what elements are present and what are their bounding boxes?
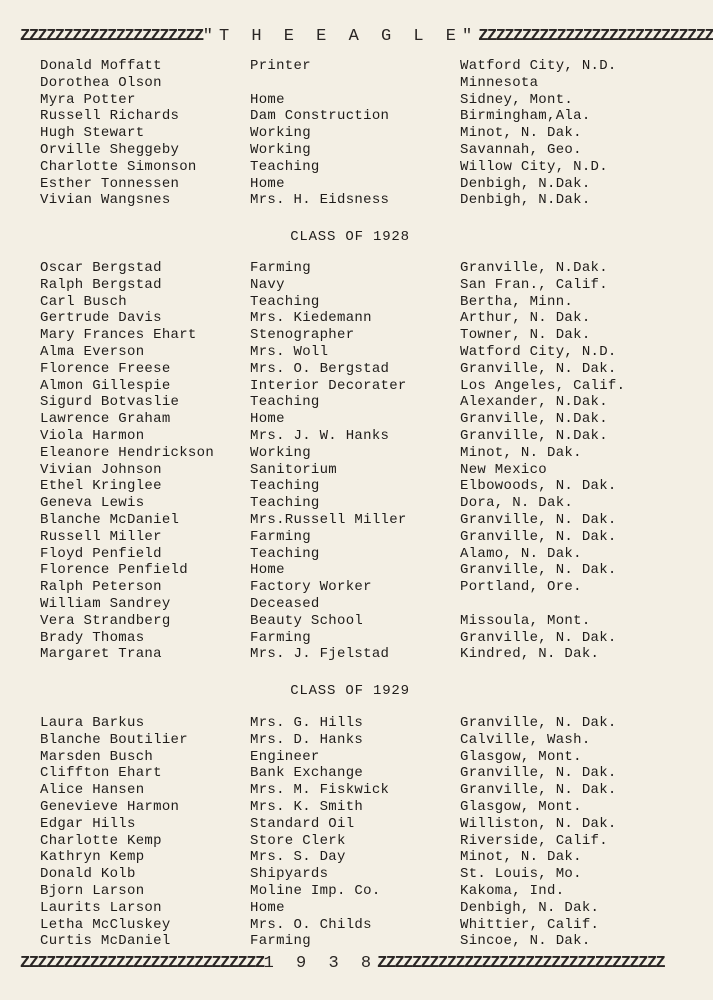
- alumni-row: [0, 344, 700, 361]
- alumni-occupation: Teaching: [250, 495, 320, 512]
- alumni-name: Charlotte Kemp: [40, 832, 162, 849]
- alumni-occupation: Beauty School: [250, 612, 364, 629]
- alumni-name: Esther Tonnessen: [40, 175, 180, 192]
- alumni-row: [0, 646, 700, 663]
- alumni-row: [0, 596, 700, 613]
- alumni-row: [0, 512, 700, 529]
- alumni-location: Whittier, Calif.: [460, 916, 600, 933]
- alumni-row: [0, 58, 700, 75]
- alumni-row: [0, 192, 700, 209]
- alumni-row: [0, 866, 700, 883]
- alumni-occupation: Farming: [250, 528, 311, 545]
- alumni-occupation: Teaching: [250, 293, 320, 310]
- alumni-row: [0, 361, 700, 378]
- alumni-location: Missoula, Mont.: [460, 612, 591, 629]
- alumni-name: Charlotte Simonson: [40, 158, 197, 175]
- alumni-row: [0, 478, 700, 495]
- alumni-location: Los Angeles, Calif.: [460, 377, 626, 394]
- alumni-name: Vera Strandberg: [40, 612, 171, 629]
- alumni-name: Bjorn Larson: [40, 882, 145, 899]
- alumni-location: Portland, Ore.: [460, 579, 582, 596]
- alumni-row: [0, 176, 700, 193]
- alumni-name: Hugh Stewart: [40, 125, 145, 142]
- alumni-location: Birmingham,Ala.: [460, 108, 591, 125]
- class-heading-1929: CLASS OF 1929: [290, 683, 410, 699]
- alumni-name: Donald Moffatt: [40, 58, 162, 74]
- alumni-row: [0, 411, 700, 428]
- alumni-occupation: Mrs. G. Hills: [250, 715, 364, 731]
- alumni-row: [0, 159, 700, 176]
- alumni-name: Ralph Peterson: [40, 579, 162, 596]
- alumni-location: New Mexico: [460, 461, 548, 478]
- alumni-row: [0, 833, 700, 850]
- alumni-occupation: Moline Imp. Co.: [250, 882, 381, 899]
- alumni-row: [0, 462, 700, 479]
- alumni-occupation: Home: [250, 175, 285, 192]
- alumni-row: [0, 917, 700, 934]
- alumni-row: [0, 799, 700, 816]
- alumni-location: Bertha, Minn.: [460, 293, 574, 310]
- alumni-row: [0, 277, 700, 294]
- alumni-row: [0, 445, 700, 462]
- alumni-row: [0, 816, 700, 833]
- alumni-name: Marsden Busch: [40, 748, 154, 765]
- class-heading-1928: CLASS OF 1928: [290, 229, 410, 245]
- alumni-location: Williston, N. Dak.: [460, 815, 617, 832]
- alumni-occupation: Interior Decorater: [250, 377, 407, 394]
- alumni-row: [0, 125, 700, 142]
- alumni-name: Letha McCluskey: [40, 916, 171, 933]
- alumni-name: Alma Everson: [40, 343, 145, 360]
- newsletter-title: "T H E E A G L E": [202, 27, 479, 46]
- alumni-name: Carl Busch: [40, 293, 128, 310]
- alumni-location: Savannah, Geo.: [460, 141, 582, 158]
- alumni-location: San Fran., Calif.: [460, 276, 608, 293]
- alumni-occupation: Mrs. O. Childs: [250, 916, 372, 933]
- header-band: [20, 26, 713, 48]
- alumni-name: Curtis McDaniel: [40, 933, 171, 950]
- alumni-name: Alice Hansen: [40, 782, 145, 799]
- alumni-row: [0, 900, 700, 917]
- alumni-name: Russell Miller: [40, 528, 162, 545]
- alumni-list-1929: [0, 715, 700, 950]
- alumni-occupation: Mrs. M. Fiskwick: [250, 782, 390, 799]
- alumni-row: [0, 75, 700, 92]
- alumni-name: Ethel Kringlee: [40, 478, 162, 495]
- alumni-name: Brady Thomas: [40, 629, 145, 646]
- alumni-name: Laura Barkus: [40, 715, 145, 731]
- alumni-name: Blanche Boutilier: [40, 731, 188, 748]
- alumni-location: St. Louis, Mo.: [460, 866, 582, 883]
- alumni-location: Alamo, N. Dak.: [460, 545, 582, 562]
- alumni-location: Granville, N. Dak.: [460, 528, 617, 545]
- alumni-name: Geneva Lewis: [40, 495, 145, 512]
- alumni-row: [0, 92, 700, 109]
- footer-rule-right: ZZZZZZZZZZZZZZZZZZZZZZZZZZZZZZZZZ: [377, 954, 665, 973]
- alumni-row: [0, 546, 700, 563]
- alumni-name: Oscar Bergstad: [40, 260, 162, 276]
- alumni-location: Alexander, N.Dak.: [460, 394, 608, 411]
- alumni-occupation: Mrs. S. Day: [250, 849, 346, 866]
- alumni-occupation: Sanitorium: [250, 461, 338, 478]
- alumni-occupation: Farming: [250, 933, 311, 950]
- alumni-location: Sidney, Mont.: [460, 91, 574, 108]
- alumni-occupation: Home: [250, 411, 285, 428]
- alumni-occupation: Mrs.Russell Miller: [250, 511, 407, 528]
- alumni-row: [0, 562, 700, 579]
- alumni-location: Kakoma, Ind.: [460, 882, 565, 899]
- alumni-name: Vivian Wangsnes: [40, 192, 171, 209]
- alumni-occupation: Engineer: [250, 748, 320, 765]
- alumni-name: Ralph Bergstad: [40, 276, 162, 293]
- alumni-location: Denbigh, N.Dak.: [460, 192, 591, 209]
- alumni-location: Sincoe, N. Dak.: [460, 933, 591, 950]
- header-rule-right: ZZZZZZZZZZZZZZZZZZZZZZZZZZZ: [478, 27, 713, 46]
- alumni-name: Mary Frances Ehart: [40, 327, 197, 344]
- footer-rule-left: ZZZZZZZZZZZZZZZZZZZZZZZZZZZZ: [20, 954, 264, 973]
- alumni-location: Glasgow, Mont.: [460, 798, 582, 815]
- alumni-row: [0, 732, 700, 749]
- alumni-row: [0, 933, 700, 950]
- alumni-name: Floyd Penfield: [40, 545, 162, 562]
- alumni-occupation: Bank Exchange: [250, 765, 364, 782]
- alumni-occupation: Teaching: [250, 158, 320, 175]
- alumni-occupation: Mrs. J. W. Hanks: [250, 427, 390, 444]
- alumni-location: Granville, N.Dak.: [460, 260, 608, 276]
- alumni-row: [0, 108, 700, 125]
- alumni-name: Eleanore Hendrickson: [40, 444, 215, 461]
- alumni-row: [0, 495, 700, 512]
- alumni-row: [0, 327, 700, 344]
- alumni-location: Dora, N. Dak.: [460, 495, 574, 512]
- alumni-occupation: Teaching: [250, 394, 320, 411]
- alumni-occupation: Stenographer: [250, 327, 355, 344]
- alumni-list-continued: [0, 58, 700, 209]
- alumni-name: Vivian Johnson: [40, 461, 162, 478]
- alumni-name: Sigurd Botvaslie: [40, 394, 180, 411]
- alumni-name: Blanche McDaniel: [40, 511, 180, 528]
- alumni-name: Orville Sheggeby: [40, 141, 180, 158]
- alumni-occupation: Mrs. Kiedemann: [250, 310, 372, 327]
- alumni-occupation: Mrs. H. Eidsness: [250, 192, 390, 209]
- alumni-location: Minnesota: [460, 74, 539, 91]
- alumni-occupation: Farming: [250, 260, 311, 276]
- alumni-name: William Sandrey: [40, 595, 171, 612]
- alumni-occupation: Mrs. O. Bergstad: [250, 360, 390, 377]
- alumni-name: Russell Richards: [40, 108, 180, 125]
- alumni-name: Florence Penfield: [40, 562, 188, 579]
- alumni-row: [0, 579, 700, 596]
- alumni-name: Florence Freese: [40, 360, 171, 377]
- alumni-location: Granville, N. Dak.: [460, 715, 617, 731]
- alumni-occupation: Factory Worker: [250, 579, 372, 596]
- alumni-occupation: Working: [250, 141, 311, 158]
- alumni-occupation: Home: [250, 562, 285, 579]
- alumni-location: Minot, N. Dak.: [460, 125, 582, 142]
- alumni-name: Edgar Hills: [40, 815, 136, 832]
- alumni-name: Kathryn Kemp: [40, 849, 145, 866]
- alumni-location: Kindred, N. Dak.: [460, 646, 600, 663]
- alumni-location: Arthur, N. Dak.: [460, 310, 591, 327]
- alumni-row: [0, 294, 700, 311]
- alumni-location: Granville, N. Dak.: [460, 511, 617, 528]
- alumni-location: Granville, N. Dak.: [460, 360, 617, 377]
- alumni-location: Granville, N.Dak.: [460, 427, 608, 444]
- header-rule-left: ZZZZZZZZZZZZZZZZZZZZZ: [20, 27, 203, 46]
- alumni-row: [0, 310, 700, 327]
- alumni-occupation: Deceased: [250, 595, 320, 612]
- alumni-occupation: Navy: [250, 276, 285, 293]
- alumni-occupation: Store Clerk: [250, 832, 346, 849]
- alumni-location: Calville, Wash.: [460, 731, 591, 748]
- alumni-row: [0, 782, 700, 799]
- alumni-location: Denbigh, N.Dak.: [460, 175, 591, 192]
- alumni-occupation: Working: [250, 125, 311, 142]
- alumni-occupation: Mrs. J. Fjelstad: [250, 646, 390, 663]
- alumni-row: [0, 260, 700, 277]
- alumni-location: Granville, N.Dak.: [460, 411, 608, 428]
- alumni-location: Granville, N. Dak.: [460, 562, 617, 579]
- alumni-row: [0, 715, 700, 732]
- alumni-occupation: Home: [250, 91, 285, 108]
- alumni-occupation: Dam Construction: [250, 108, 390, 125]
- alumni-occupation: Working: [250, 444, 311, 461]
- alumni-location: Watford City, N.D.: [460, 343, 617, 360]
- alumni-location: Denbigh, N. Dak.: [460, 899, 600, 916]
- alumni-name: Gertrude Davis: [40, 310, 162, 327]
- year-label: 1 9 3 8: [263, 954, 378, 973]
- alumni-location: Granville, N. Dak.: [460, 782, 617, 799]
- alumni-location: Towner, N. Dak.: [460, 327, 591, 344]
- alumni-occupation: Printer: [250, 58, 311, 74]
- alumni-location: Riverside, Calif.: [460, 832, 608, 849]
- alumni-row: [0, 529, 700, 546]
- alumni-occupation: Home: [250, 899, 285, 916]
- alumni-row: [0, 394, 700, 411]
- alumni-row: [0, 883, 700, 900]
- alumni-occupation: Teaching: [250, 545, 320, 562]
- alumni-occupation: Shipyards: [250, 866, 329, 883]
- alumni-row: [0, 428, 700, 445]
- alumni-occupation: Standard Oil: [250, 815, 355, 832]
- alumni-occupation: Mrs. K. Smith: [250, 798, 364, 815]
- alumni-name: Dorothea Olson: [40, 74, 162, 91]
- alumni-name: Viola Harmon: [40, 427, 145, 444]
- alumni-location: Minot, N. Dak.: [460, 444, 582, 461]
- alumni-name: Laurits Larson: [40, 899, 162, 916]
- alumni-occupation: Mrs. Woll: [250, 343, 329, 360]
- alumni-name: Donald Kolb: [40, 866, 136, 883]
- alumni-name: Myra Potter: [40, 91, 136, 108]
- alumni-row: [0, 749, 700, 766]
- alumni-name: Lawrence Graham: [40, 411, 171, 428]
- alumni-name: Margaret Trana: [40, 646, 162, 663]
- alumni-location: Elbowoods, N. Dak.: [460, 478, 617, 495]
- alumni-name: Cliffton Ehart: [40, 765, 162, 782]
- alumni-location: Minot, N. Dak.: [460, 849, 582, 866]
- alumni-row: [0, 630, 700, 647]
- alumni-list-1928: [0, 260, 700, 663]
- alumni-location: Willow City, N.D.: [460, 158, 608, 175]
- alumni-row: [0, 613, 700, 630]
- alumni-location: Watford City, N.D.: [460, 58, 617, 74]
- alumni-row: [0, 378, 700, 395]
- alumni-occupation: Teaching: [250, 478, 320, 495]
- alumni-name: Genevieve Harmon: [40, 798, 180, 815]
- alumni-name: Almon Gillespie: [40, 377, 171, 394]
- alumni-row: [0, 142, 700, 159]
- alumni-occupation: Mrs. D. Hanks: [250, 731, 364, 748]
- alumni-location: Glasgow, Mont.: [460, 748, 582, 765]
- alumni-occupation: Farming: [250, 629, 311, 646]
- alumni-location: Granville, N. Dak.: [460, 629, 617, 646]
- alumni-row: [0, 765, 700, 782]
- alumni-location: Granville, N. Dak.: [460, 765, 617, 782]
- footer-band: [20, 953, 680, 975]
- alumni-row: [0, 849, 700, 866]
